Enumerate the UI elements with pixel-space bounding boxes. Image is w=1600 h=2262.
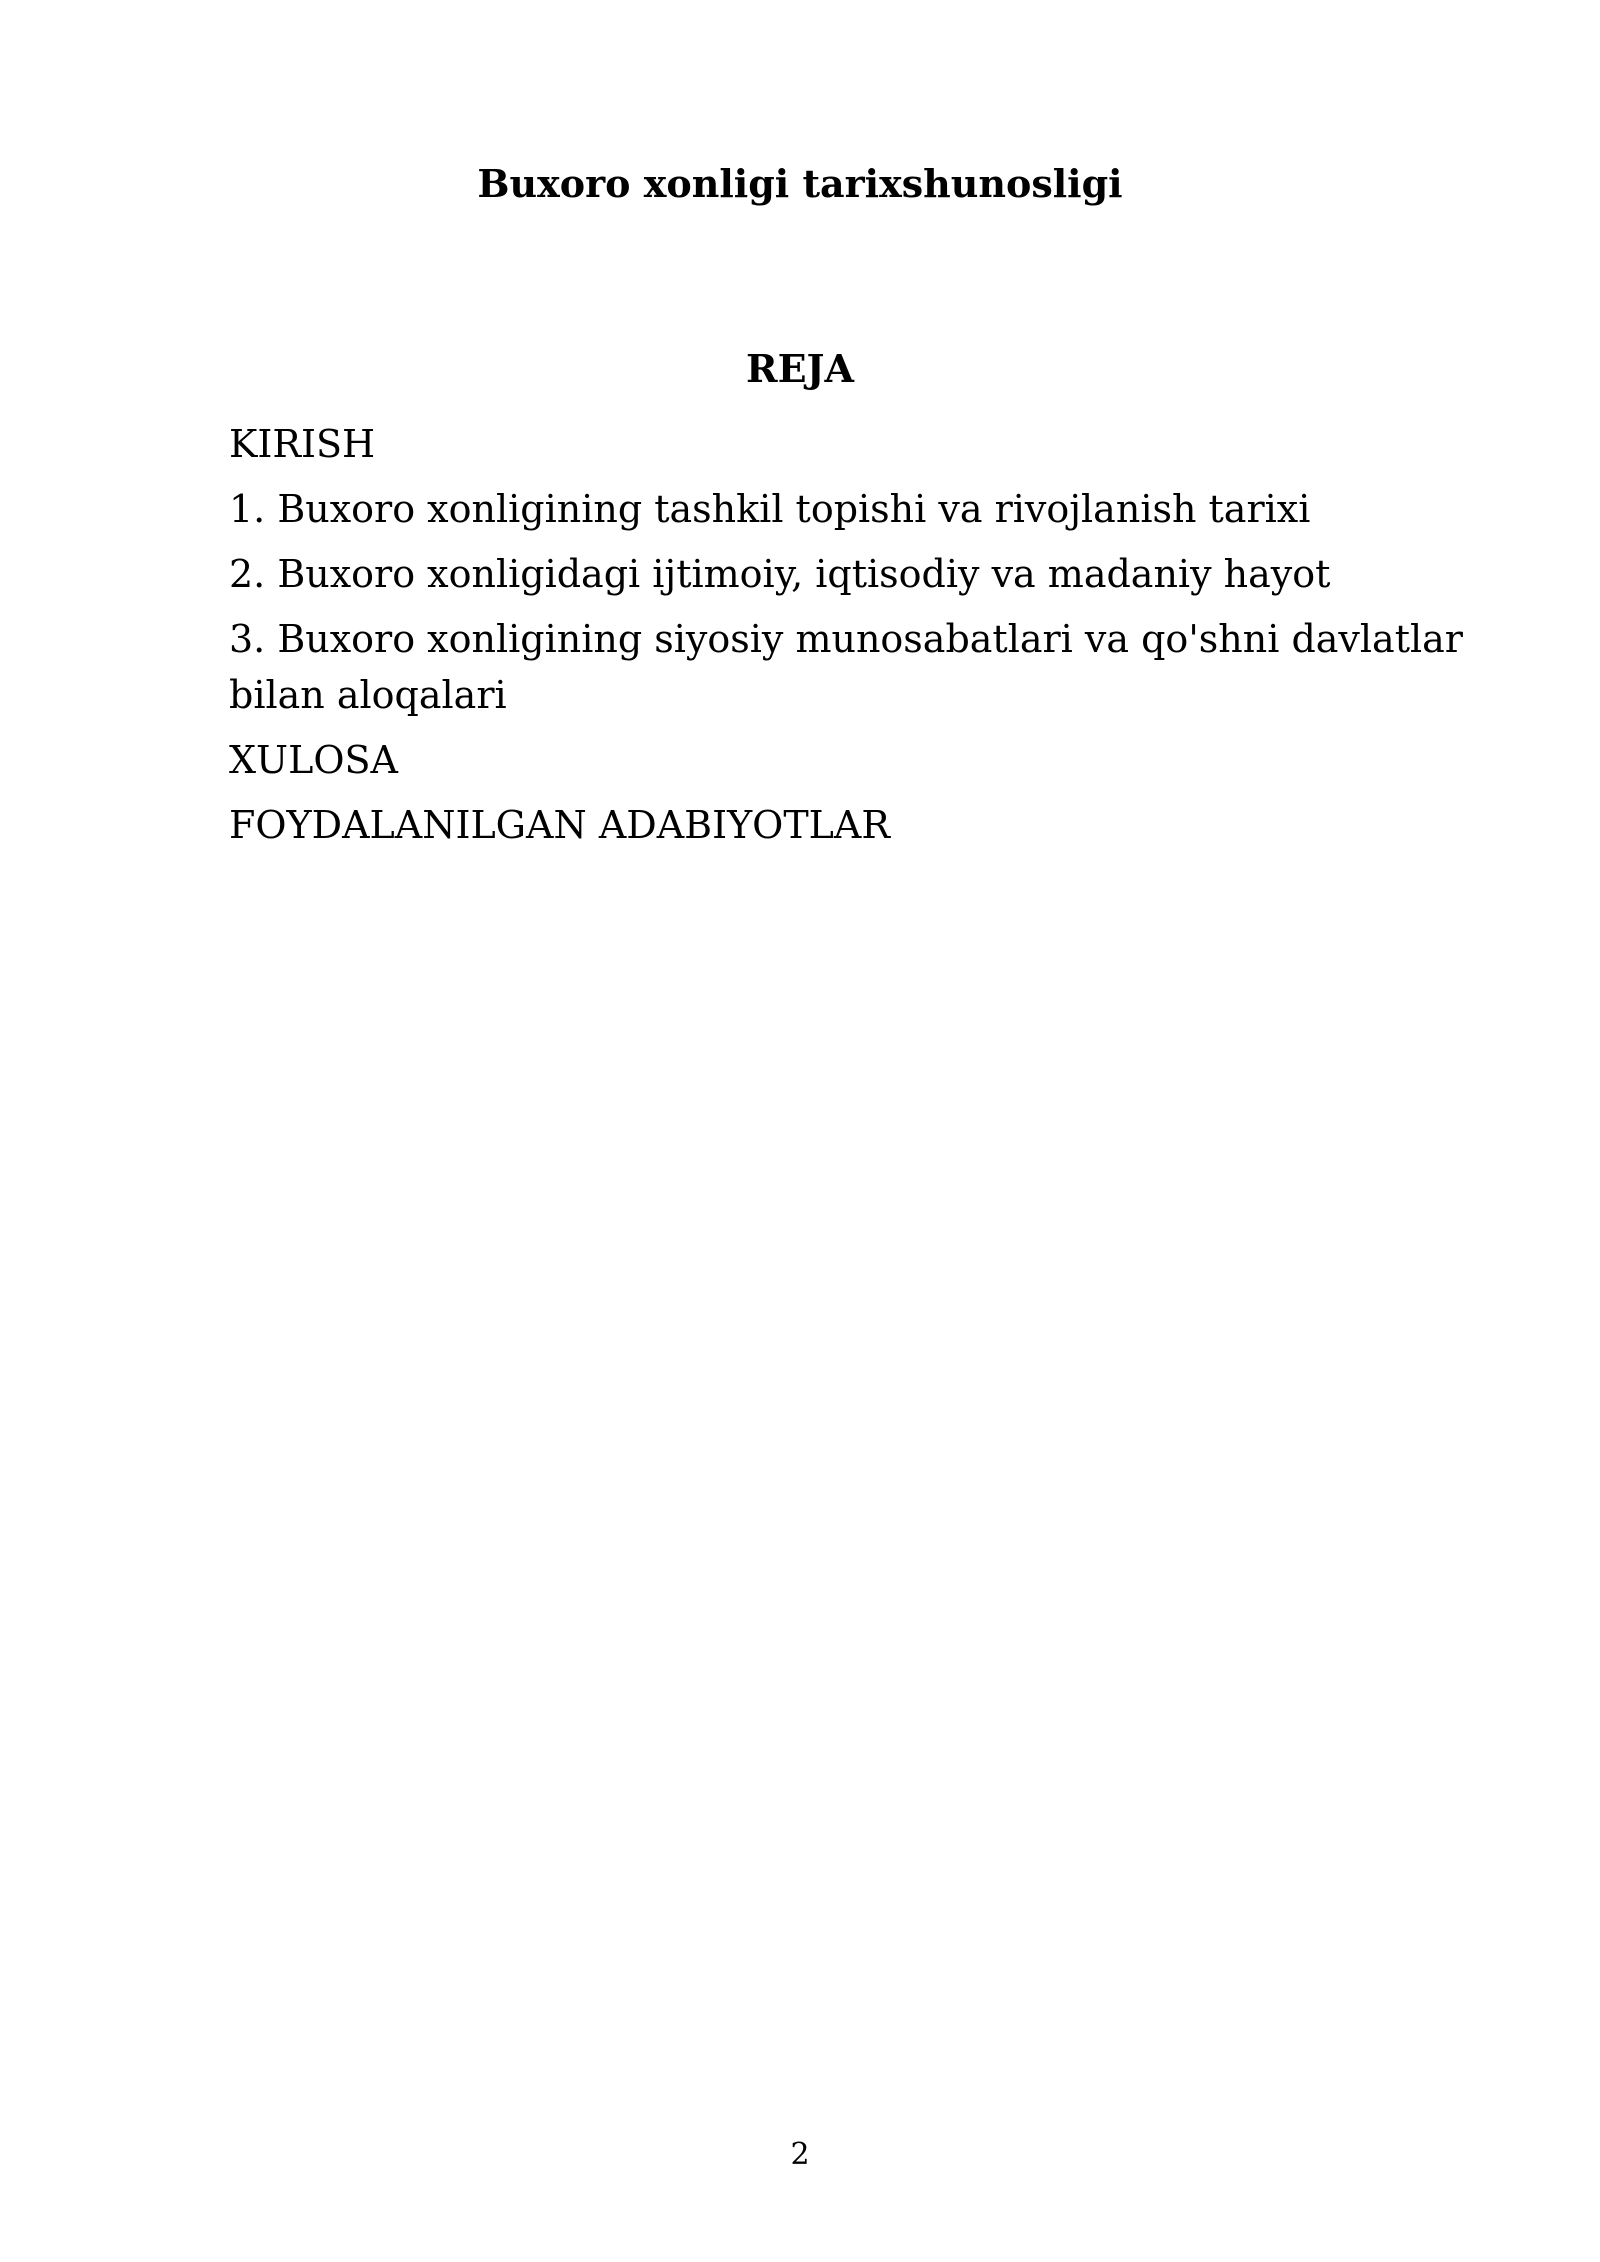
- plan-item-chapter-2: 2. Buxoro xonligidagi ijtimoiy, iqtisodiy va madaniy hayot: [229, 552, 1331, 596]
- plan-item-chapter-1: 1. Buxoro xonligining tashkil topishi va rivojlanish tarixi: [229, 487, 1311, 531]
- plan-item-introduction: KIRISH: [229, 422, 376, 466]
- plan-heading: REJA: [745, 346, 854, 391]
- page-number: 2: [790, 2137, 810, 2172]
- plan-item-conclusion: XULOSA: [229, 738, 398, 782]
- plan-list: [229, 416, 1479, 862]
- plan-item-references: FOYDALANILGAN ADABIYOTLAR: [229, 803, 890, 847]
- document-title: Buxoro xonligi tarixshunosligi: [477, 161, 1123, 206]
- plan-item-chapter-3: 3. Buxoro xonligining siyosiy munosabatlari va qo'shni davlatlar bilan aloqalari: [229, 617, 1463, 717]
